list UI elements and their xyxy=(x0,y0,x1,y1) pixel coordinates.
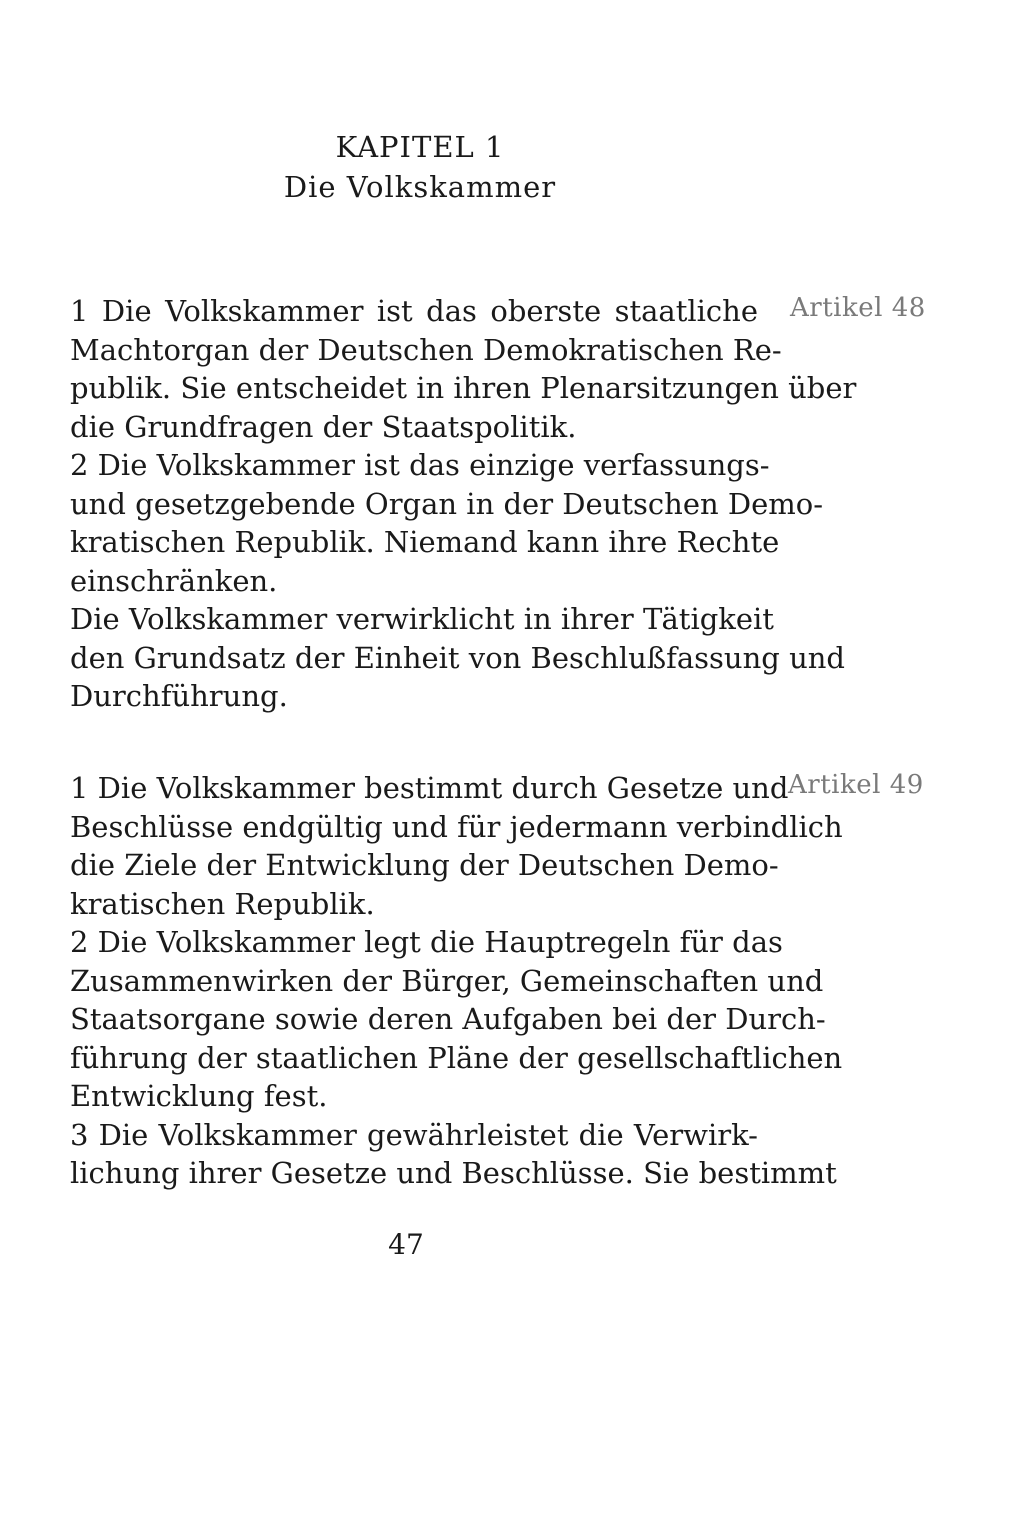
article-49-body xyxy=(70,769,843,1193)
text-line: einschränken. xyxy=(70,563,278,598)
text-line: Staatsorgane sowie deren Aufgaben bei der Durch- xyxy=(70,1002,826,1036)
text-line: 1 Die Volkskammer bestimmt durch Gesetze und xyxy=(70,771,789,805)
text-line: 2 Die Volkskammer legt die Hauptregeln für das xyxy=(70,925,783,959)
text-line: Entwicklung fest. xyxy=(70,1079,328,1113)
article-48-body xyxy=(70,292,857,716)
text-line: 1 Die Volkskammer ist das oberste staatliche xyxy=(70,294,758,328)
article-48-label: Artikel 48 xyxy=(790,293,926,323)
page-number: 47 xyxy=(388,1228,424,1261)
text-line: publik. Sie entscheidet in ihren Plenarsitzungen über xyxy=(70,371,857,405)
text-line: führung der staatlichen Pläne der gesellschaftlichen xyxy=(70,1040,843,1075)
text-line: 2 Die Volkskammer ist das einzige verfassungs- xyxy=(70,448,770,482)
text-line: Beschlüsse endgültig und für jedermann verbindlich xyxy=(70,809,843,844)
text-line: lichung ihrer Gesetze und Beschlüsse. Sie bestimmt xyxy=(70,1156,837,1190)
text-line: die Ziele der Entwicklung der Deutschen Demo- xyxy=(70,848,779,882)
chapter-number-heading: KAPITEL 1 xyxy=(335,130,505,164)
text-line: kratischen Republik. xyxy=(70,886,375,921)
text-line: Machtorgan der Deutschen Demokratischen Re- xyxy=(70,332,782,367)
article-49-label: Artikel 49 xyxy=(788,770,924,800)
text-line: Zusammenwirken der Bürger, Gemeinschaften und xyxy=(70,963,824,998)
text-line: kratischen Republik. Niemand kann ihre Rechte xyxy=(70,525,780,559)
text-line: 3 Die Volkskammer gewährleistet die Verwirk- xyxy=(70,1117,758,1152)
text-line: den Grundsatz der Einheit von Beschlußfassung und xyxy=(70,640,845,675)
text-line: die Grundfragen der Staatspolitik. xyxy=(70,409,577,444)
text-line: und gesetzgebende Organ in der Deutschen Demo- xyxy=(70,486,824,521)
chapter-title-heading: Die Volkskammer xyxy=(283,170,557,204)
text-line: Durchführung. xyxy=(70,679,288,713)
text-line: Die Volkskammer verwirklicht in ihrer Tätigkeit xyxy=(70,602,774,636)
